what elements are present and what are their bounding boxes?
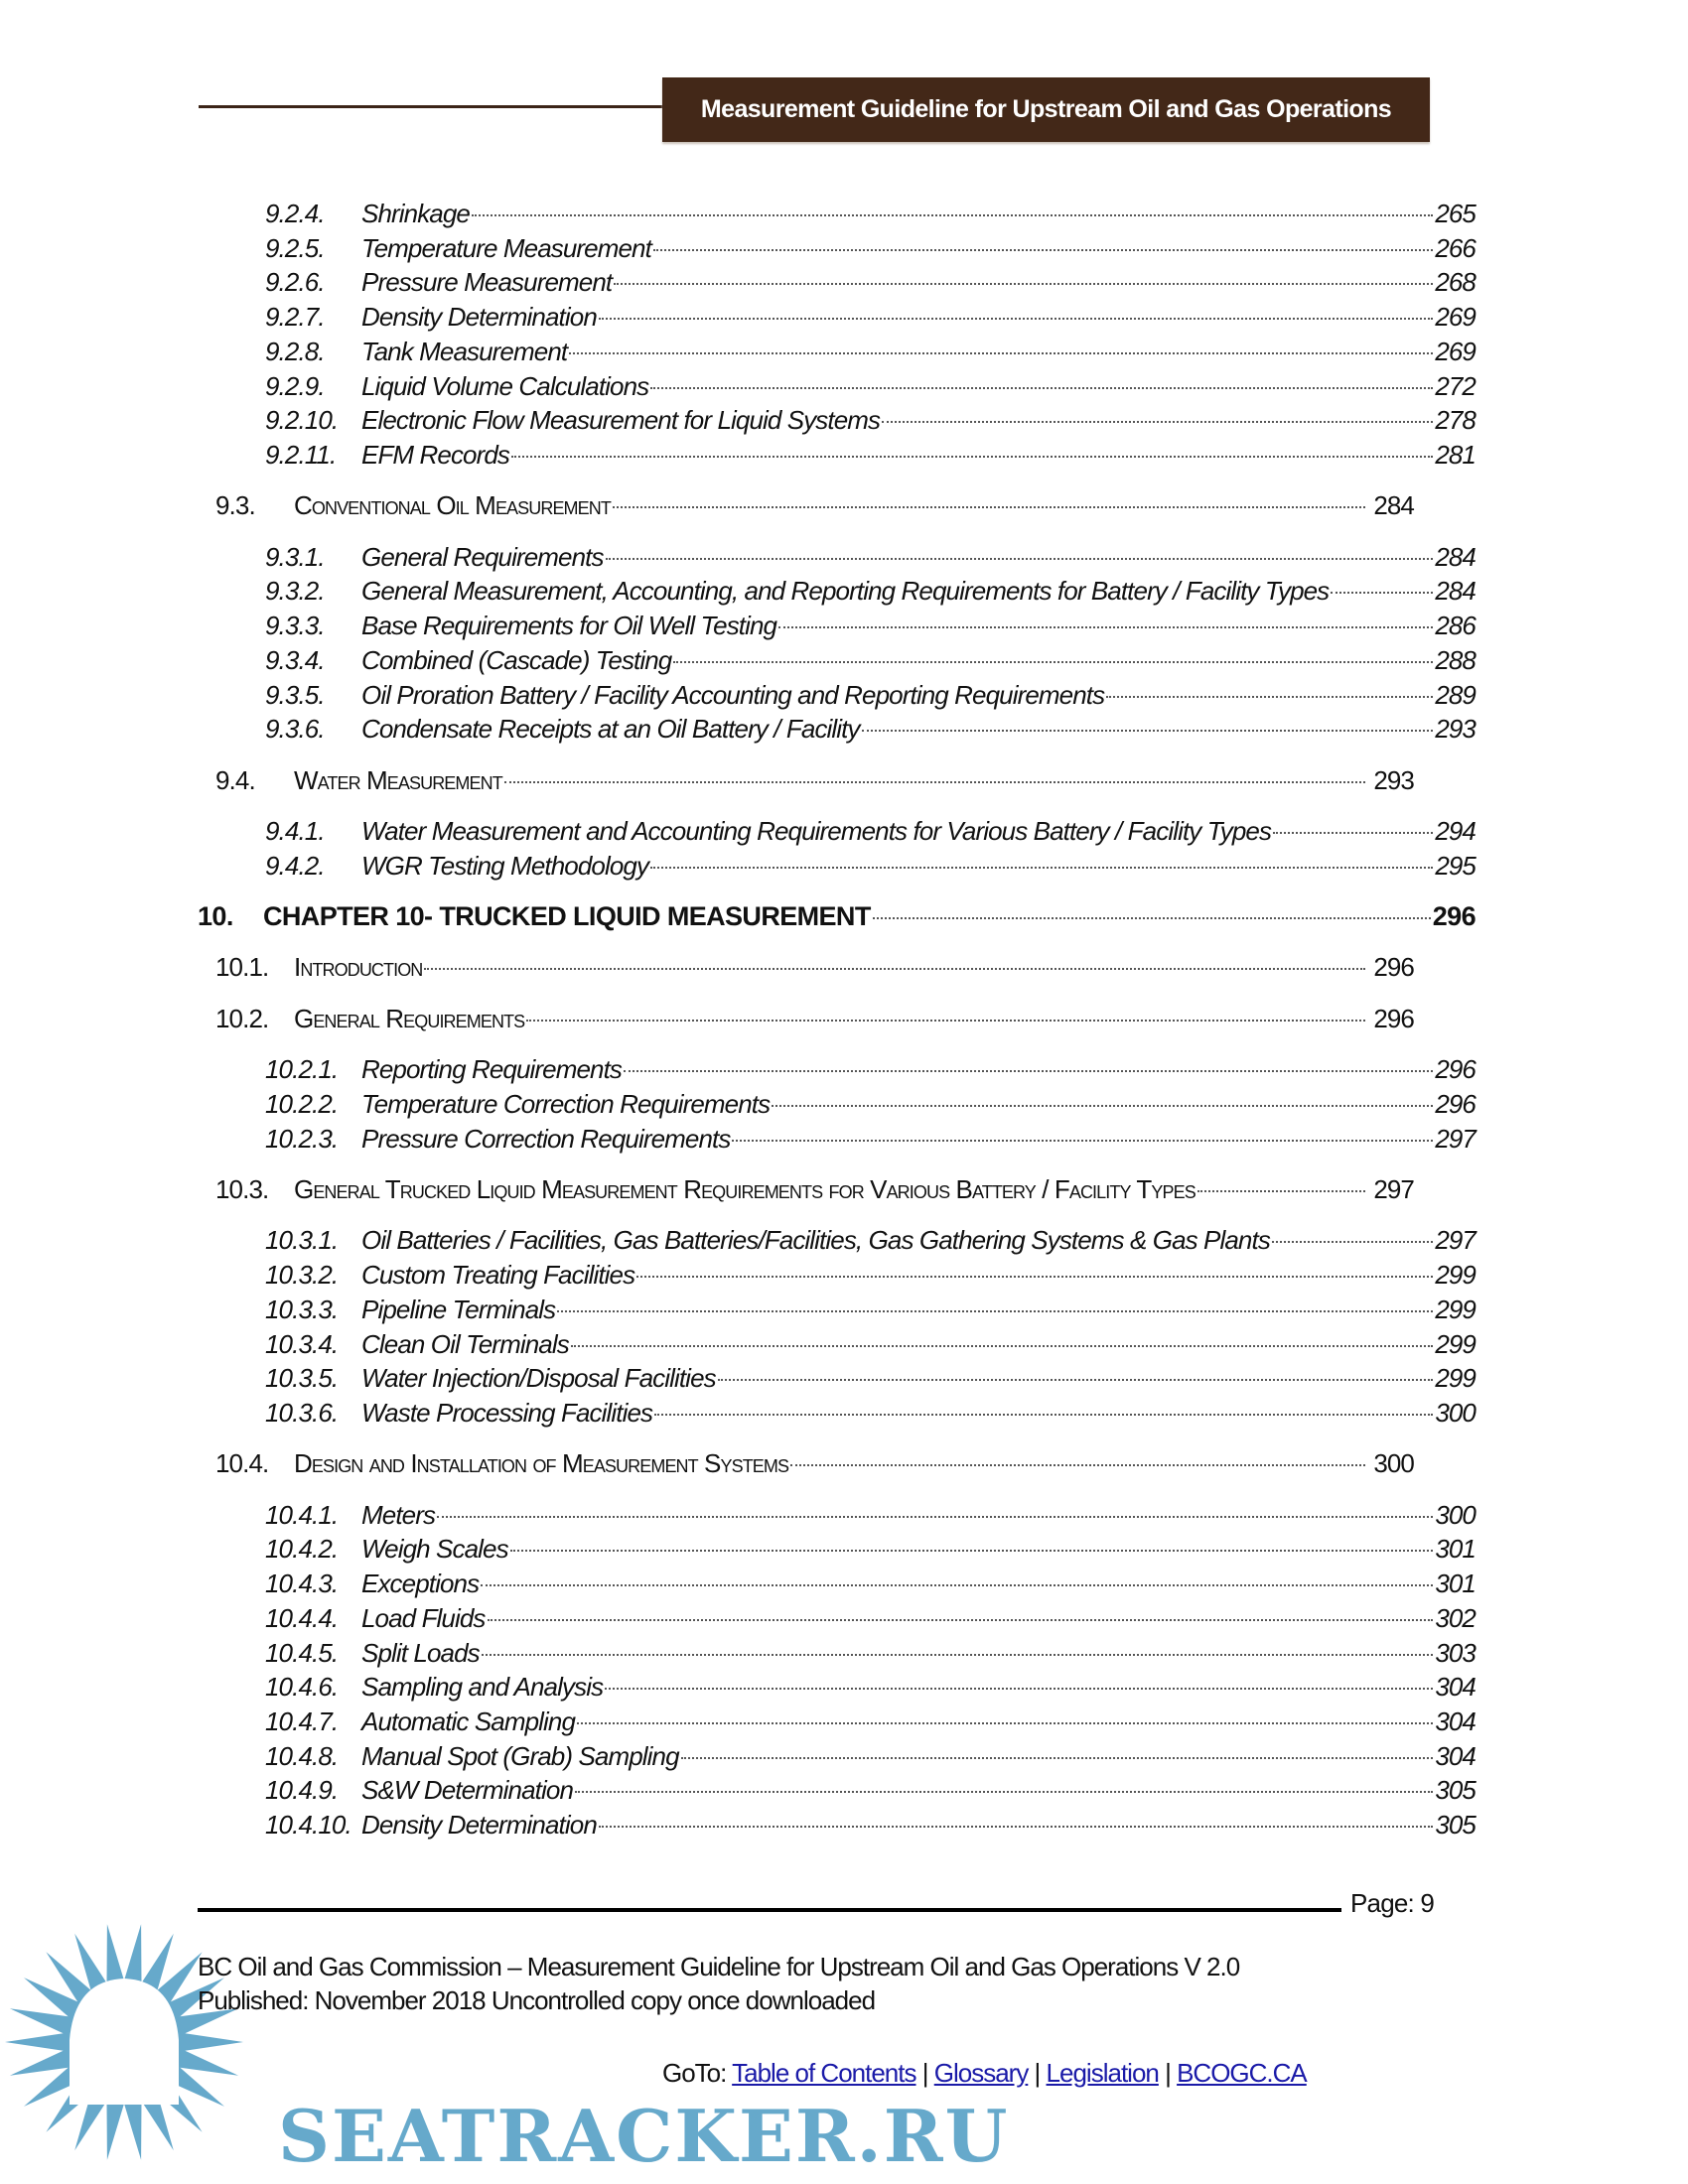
toc-title: Temperature Measurement — [361, 232, 651, 263]
toc-title: Reporting Requirements — [361, 1054, 623, 1085]
toc-number: 9.4.2. — [265, 850, 325, 881]
toc-page: 297 — [1435, 1225, 1476, 1256]
toc-page: 300 — [1435, 1397, 1476, 1428]
toc-title: CHAPTER 10- TRUCKED LIQUID MEASUREMENT — [263, 901, 871, 932]
toc-subsection-entry[interactable] — [198, 1601, 1476, 1636]
dot-leader — [571, 1345, 1434, 1347]
toc-page: 294 — [1435, 816, 1476, 846]
toc-page: 297 — [1435, 1123, 1476, 1154]
dot-leader — [510, 1550, 1434, 1552]
dot-leader — [526, 1020, 1365, 1022]
dot-leader — [557, 1310, 1433, 1312]
toc-subsection-entry[interactable] — [198, 197, 1476, 231]
dot-leader — [606, 558, 1434, 560]
dot-leader — [599, 1826, 1433, 1828]
toc-page: 284 — [1435, 576, 1476, 607]
toc-number: 9.3.3. — [265, 611, 325, 641]
toc-subsection-entry[interactable] — [198, 1361, 1476, 1396]
toc-number: 10.4.4. — [265, 1602, 339, 1633]
toc-page: 266 — [1435, 232, 1476, 263]
toc-subsection-entry[interactable] — [198, 1223, 1476, 1258]
dot-leader — [732, 1140, 1433, 1142]
toc-number: 10.4.8. — [265, 1740, 339, 1771]
toc-number: 10.2. — [215, 1003, 269, 1033]
toc-title: General Requirements — [361, 541, 604, 572]
toc-page: 296 — [1435, 1054, 1476, 1085]
toc-number: 10.3.3. — [265, 1294, 339, 1324]
toc-title: Electronic Flow Measurement for Liquid Systems — [361, 405, 881, 436]
toc-number: 9.3.5. — [265, 679, 325, 710]
toc-title: Base Requirements for Oil Well Testing — [361, 611, 777, 641]
toc-title: Water Measurement and Accounting Requirements for Various Battery / Facility Types — [361, 816, 1272, 846]
toc-subsection-entry[interactable] — [198, 1808, 1476, 1843]
toc-subsection-entry[interactable] — [198, 369, 1476, 404]
toc-page: 300 — [1435, 1499, 1476, 1530]
dot-leader — [1331, 592, 1433, 594]
toc-page: 299 — [1435, 1328, 1476, 1359]
toc-number: 9.3.6. — [265, 714, 325, 745]
toc-page: 293 — [1373, 764, 1414, 795]
link-glossary[interactable]: Glossary — [933, 2058, 1029, 2088]
toc-number: 9.3. — [215, 490, 255, 521]
toc-title: Pipeline Terminals — [361, 1294, 556, 1324]
toc-page: 278 — [1435, 405, 1476, 436]
link-legislation[interactable]: Legislation — [1046, 2058, 1159, 2088]
dot-leader — [1273, 832, 1433, 834]
toc-title: Combined (Cascade) Testing — [361, 644, 672, 675]
toc-title: Automatic Sampling — [361, 1706, 576, 1736]
toc-section-entry[interactable] — [198, 1002, 1414, 1036]
toc-number: 9.3.4. — [265, 644, 325, 675]
toc-subsection-entry[interactable] — [198, 540, 1476, 575]
toc-title: Temperature Correction Requirements — [361, 1088, 771, 1119]
dot-leader — [624, 1070, 1433, 1072]
toc-page: 281 — [1435, 439, 1476, 470]
toc-page: 284 — [1373, 490, 1414, 521]
toc-subsection-entry[interactable] — [198, 643, 1476, 678]
toc-title: General Measurement, Accounting, and Reporting Requirements for Battery / Facility Types — [361, 576, 1330, 607]
toc-title: Sampling and Analysis — [361, 1672, 604, 1703]
toc-title: WGR Testing Methodology — [361, 850, 649, 881]
toc-section-entry[interactable] — [198, 763, 1414, 798]
toc-title: Liquid Volume Calculations — [361, 370, 649, 401]
toc-title: Weigh Scales — [361, 1534, 508, 1565]
toc-page: 268 — [1435, 267, 1476, 298]
toc-title: Density Determination — [361, 302, 597, 333]
dot-leader — [636, 1276, 1433, 1278]
dot-leader — [481, 1584, 1433, 1586]
toc-page: 303 — [1435, 1637, 1476, 1668]
toc-title: Introduction — [294, 952, 423, 983]
dot-leader — [482, 1654, 1434, 1656]
toc-subsection-entry[interactable] — [198, 403, 1476, 438]
footer-published: Published: November 2018 Uncontrolled copy once downloaded — [198, 1985, 876, 2015]
toc-title: Pressure Measurement — [361, 267, 613, 298]
toc-subsection-entry[interactable] — [198, 1532, 1476, 1567]
toc-title: Clean Oil Terminals — [361, 1328, 569, 1359]
toc-page: 304 — [1435, 1672, 1476, 1703]
toc-title: S&W Determination — [361, 1775, 573, 1806]
toc-section-entry[interactable] — [198, 1172, 1414, 1207]
toc-page: 269 — [1435, 302, 1476, 333]
toc-number: 10.2.3. — [265, 1123, 339, 1154]
dot-leader — [862, 730, 1434, 732]
toc-page: 302 — [1435, 1602, 1476, 1633]
toc-title: Waste Processing Facilities — [361, 1397, 653, 1428]
toc-title: Design and Installation of Measurement Systems — [294, 1448, 789, 1479]
toc-number: 10.3.5. — [265, 1363, 339, 1394]
toc-page: 296 — [1432, 901, 1476, 932]
dot-leader — [613, 506, 1365, 508]
toc-title: General Requirements — [294, 1003, 525, 1033]
toc-subsection-entry[interactable] — [198, 300, 1476, 335]
dot-leader — [772, 1105, 1433, 1107]
toc-page: 300 — [1373, 1448, 1414, 1479]
toc-subsection-entry[interactable] — [198, 1293, 1476, 1327]
toc-number: 10.4.9. — [265, 1775, 339, 1806]
toc-subsection-entry[interactable] — [198, 712, 1476, 747]
toc-page: 288 — [1435, 644, 1476, 675]
toc-number: 10.4.10. — [265, 1810, 352, 1841]
dot-leader — [673, 661, 1433, 663]
toc-title: Oil Batteries / Facilities, Gas Batteries/Facilities, Gas Gathering Systems & Gas Plants — [361, 1225, 1270, 1256]
dot-leader — [882, 421, 1433, 423]
toc-title: Manual Spot (Grab) Sampling — [361, 1740, 679, 1771]
toc-subsection-entry[interactable] — [198, 678, 1476, 713]
toc-title: General Trucked Liquid Measurement Requirements for Various Battery / Facility Types — [294, 1174, 1196, 1205]
toc-title: Exceptions — [361, 1569, 480, 1599]
separator: | — [1165, 2058, 1171, 2088]
toc-number: 9.4.1. — [265, 816, 325, 846]
toc-section-entry[interactable] — [198, 488, 1414, 523]
dot-leader — [472, 214, 1433, 216]
toc-page: 296 — [1373, 952, 1414, 983]
toc-title: Split Loads — [361, 1637, 480, 1668]
toc-title: Tank Measurement — [361, 336, 568, 366]
toc-page: 265 — [1435, 199, 1476, 228]
toc-page: 299 — [1435, 1363, 1476, 1394]
toc-number: 10.3.4. — [265, 1328, 339, 1359]
dot-leader — [424, 968, 1365, 970]
toc-number: 10.4. — [215, 1448, 269, 1479]
toc-number: 10.3.2. — [265, 1260, 339, 1291]
toc-page: 272 — [1435, 370, 1476, 401]
toc-subsection-entry[interactable] — [198, 574, 1476, 609]
dot-leader — [575, 1791, 1433, 1793]
toc-subsection-entry[interactable] — [198, 814, 1476, 849]
dot-leader — [605, 1688, 1433, 1690]
toc-subsection-entry[interactable] — [198, 1773, 1476, 1808]
footer-rule — [198, 1908, 1341, 1912]
toc-page: 299 — [1435, 1294, 1476, 1324]
toc-subsection-entry[interactable] — [198, 1396, 1476, 1431]
toc-title: Custom Treating Facilities — [361, 1260, 635, 1291]
toc-section-entry[interactable] — [198, 950, 1414, 985]
toc-title: EFM Records — [361, 439, 510, 470]
toc-subsection-entry[interactable] — [198, 1567, 1476, 1601]
watermark-text: SEATRACKER.RU — [278, 2094, 1010, 2178]
dot-leader — [569, 352, 1433, 354]
toc-page: 296 — [1373, 1003, 1414, 1033]
toc-title: Oil Proration Battery / Facility Accounting and Reporting Requirements — [361, 679, 1105, 710]
dot-leader — [599, 318, 1433, 320]
toc-title: Shrinkage — [361, 199, 470, 228]
toc-title: Density Determination — [361, 1810, 597, 1841]
separator: | — [921, 2058, 928, 2088]
toc-subsection-entry[interactable] — [198, 438, 1476, 473]
document-title: Measurement Guideline for Upstream Oil and Gas Operations — [700, 95, 1392, 123]
toc-number: 9.3.2. — [265, 576, 325, 607]
goto-label: GoTo: — [662, 2058, 727, 2088]
page-number: Page: 9 — [1350, 1888, 1435, 1918]
dot-leader — [1197, 1190, 1365, 1192]
toc-title: Pressure Correction Requirements — [361, 1123, 731, 1154]
toc-page: 269 — [1435, 336, 1476, 366]
toc-subsection-entry[interactable] — [198, 1705, 1476, 1739]
toc-subsection-entry[interactable] — [198, 1052, 1476, 1087]
toc-page: 305 — [1435, 1810, 1476, 1841]
toc-page: 296 — [1435, 1088, 1476, 1119]
toc-number: 9.2.5. — [265, 232, 325, 263]
toc-title: Conventional Oil Measurement — [294, 490, 611, 521]
separator: | — [1034, 2058, 1041, 2088]
toc-page: 304 — [1435, 1740, 1476, 1771]
dot-leader — [650, 867, 1433, 869]
dot-leader — [488, 1619, 1434, 1621]
toc-number: 10.2.2. — [265, 1088, 339, 1119]
toc-number: 10.4.7. — [265, 1706, 339, 1736]
toc-number: 9.2.10. — [265, 405, 339, 436]
toc-number: 10.3.1. — [265, 1225, 339, 1256]
toc-title: Water Injection/Disposal Facilities — [361, 1363, 716, 1394]
toc-number: 10.3.6. — [265, 1397, 339, 1428]
link-table-of-contents[interactable]: Table of Contents — [732, 2058, 916, 2088]
toc-subsection-entry[interactable] — [198, 609, 1476, 643]
toc-subsection-entry[interactable] — [198, 335, 1476, 369]
toc-title: Condensate Receipts at an Oil Battery / Facility — [361, 714, 860, 745]
toc-number: 9.3.1. — [265, 541, 325, 572]
toc-number: 9.2.9. — [265, 370, 325, 401]
toc-number: 9.4. — [215, 764, 255, 795]
dot-leader — [1106, 696, 1433, 698]
toc-page: 304 — [1435, 1706, 1476, 1736]
toc-section-entry[interactable] — [198, 1446, 1414, 1481]
toc-page: 301 — [1435, 1569, 1476, 1599]
dot-leader — [681, 1757, 1434, 1759]
toc-title: Load Fluids — [361, 1602, 486, 1633]
toc-number: 9.2.6. — [265, 267, 325, 298]
toc-page: 297 — [1373, 1174, 1414, 1205]
toc-page: 289 — [1435, 679, 1476, 710]
toc-subsection-entry[interactable] — [198, 1670, 1476, 1705]
toc-number: 10.4.3. — [265, 1569, 339, 1599]
toc-number: 10.4.6. — [265, 1672, 339, 1703]
link-bcogc[interactable]: BCOGC.CA — [1177, 2058, 1307, 2088]
dot-leader — [790, 1464, 1365, 1466]
toc-number: 9.2.8. — [265, 336, 325, 366]
dot-leader — [778, 626, 1433, 628]
dot-leader — [653, 249, 1433, 251]
toc-number: 10.4.1. — [265, 1499, 339, 1530]
toc-subsection-entry[interactable] — [198, 1087, 1476, 1122]
toc-subsection-entry[interactable] — [198, 1498, 1476, 1533]
toc-subsection-entry[interactable] — [198, 1636, 1476, 1671]
toc-subsection-entry[interactable] — [198, 1122, 1476, 1157]
dot-leader — [718, 1379, 1434, 1381]
toc-number: 9.2.7. — [265, 302, 325, 333]
header-rule — [199, 105, 665, 108]
toc-subsection-entry[interactable] — [198, 1327, 1476, 1362]
toc-subsection-entry[interactable] — [198, 849, 1476, 884]
dot-leader — [654, 1414, 1433, 1416]
toc-number: 9.2.4. — [265, 199, 325, 228]
document-title-banner — [662, 77, 1430, 142]
toc-subsection-entry[interactable] — [198, 1258, 1476, 1293]
toc-chapter-entry[interactable] — [198, 899, 1476, 934]
dot-leader — [873, 917, 1431, 919]
toc-page: 286 — [1435, 611, 1476, 641]
dot-leader — [437, 1516, 1433, 1518]
toc-title: Meters — [361, 1499, 436, 1530]
toc-number: 10.4.5. — [265, 1637, 339, 1668]
toc-page: 299 — [1435, 1260, 1476, 1291]
toc-page: 305 — [1435, 1775, 1476, 1806]
toc-number: 9.2.11. — [265, 439, 337, 470]
toc-page: 293 — [1435, 714, 1476, 745]
footer-publisher: BC Oil and Gas Commission – Measurement Guideline for Upstream Oil and Gas Operations V 2.0 — [198, 1952, 1240, 1981]
toc-page: 301 — [1435, 1534, 1476, 1565]
toc-subsection-entry[interactable] — [198, 231, 1476, 266]
dot-leader — [504, 781, 1366, 783]
goto-links — [662, 2058, 1307, 2089]
dot-leader — [577, 1722, 1433, 1724]
toc-number: 10.1. — [215, 952, 269, 983]
toc-page: 295 — [1435, 850, 1476, 881]
toc-page: 284 — [1435, 541, 1476, 572]
dot-leader — [511, 456, 1433, 458]
toc-title: Water Measurement — [294, 764, 502, 795]
toc-subsection-entry[interactable] — [198, 1739, 1476, 1774]
toc-number: 10. — [198, 901, 233, 932]
toc-number: 10.4.2. — [265, 1534, 339, 1565]
dot-leader — [1272, 1241, 1433, 1243]
toc-number: 10.2.1. — [265, 1054, 339, 1085]
toc-subsection-entry[interactable] — [198, 265, 1476, 300]
dot-leader — [614, 283, 1433, 285]
dot-leader — [650, 387, 1433, 389]
table-of-contents — [198, 197, 1476, 1843]
toc-number: 10.3. — [215, 1174, 269, 1205]
